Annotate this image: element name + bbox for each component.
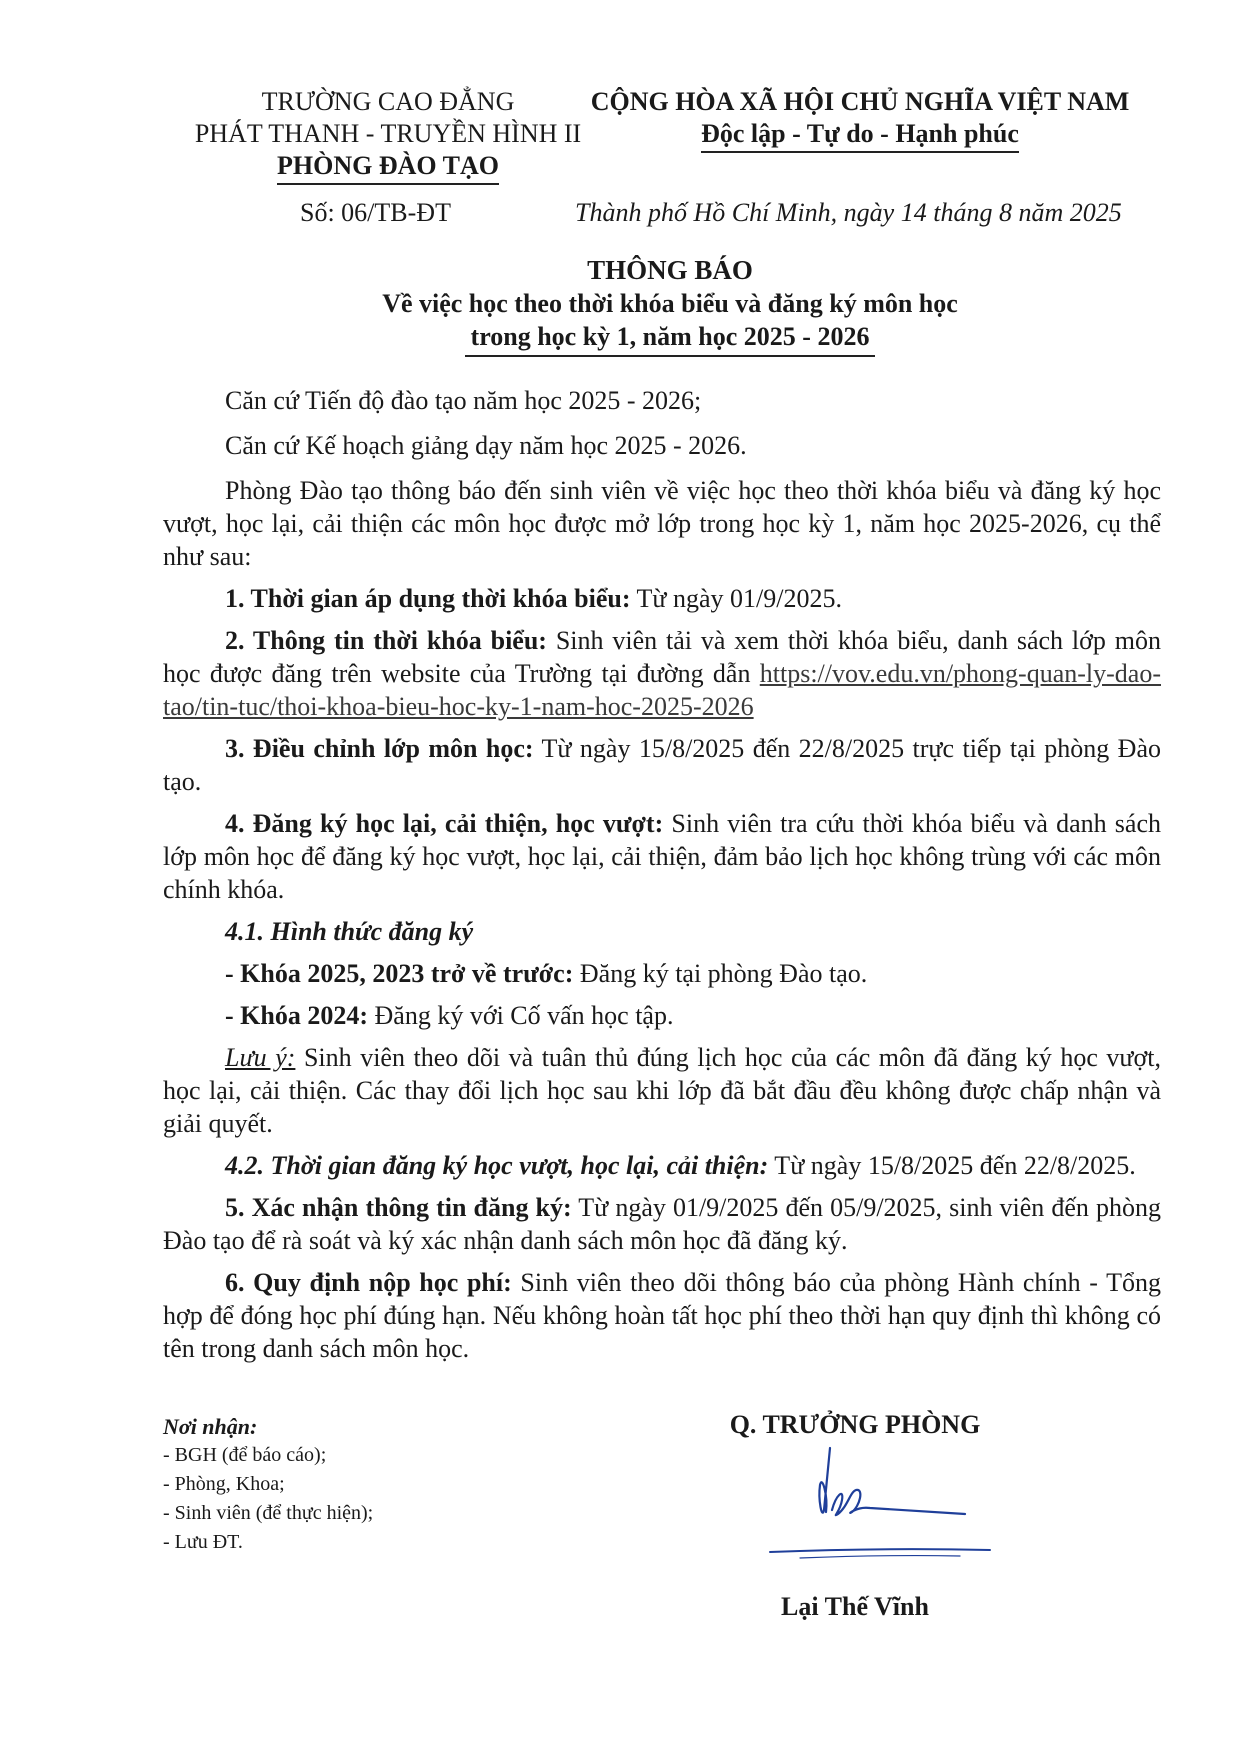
cohort-2025-rule xyxy=(163,957,1161,990)
school-name-line1: TRƯỜNG CAO ĐẲNG xyxy=(261,87,515,116)
legal-basis-2: Căn cứ Kế hoạch giảng dạy năm học 2025 - 2026. xyxy=(225,431,747,460)
cohort-2025-label: - Khóa 2025, 2023 trở về trước: xyxy=(225,959,574,988)
title-subject-line1: Về việc học theo thời khóa biểu và đăng ký môn học xyxy=(382,289,958,318)
item-1-label: 1. Thời gian áp dụng thời khóa biểu: xyxy=(225,584,631,613)
item-4-label: 4. Đăng ký học lại, cải thiện, học vượt: xyxy=(225,809,664,838)
item-5 xyxy=(163,1191,1161,1257)
item-5-text: Từ ngày 01/9/2025 đến 05/9/2025, sinh viên đến phòng Đào tạo để rà soát và ký xác nhận danh sách môn học đã đăng ký. xyxy=(163,1193,1162,1255)
item-2 xyxy=(163,624,1161,723)
item-4-2-text: Từ ngày 15/8/2025 đến 22/8/2025. xyxy=(768,1151,1136,1180)
cohort-2024-text: Đăng ký với Cố vấn học tập. xyxy=(368,1001,674,1030)
item-4 xyxy=(163,807,1161,906)
legal-basis-1: Căn cứ Tiến độ đào tạo năm học 2025 - 2026; xyxy=(225,386,702,415)
handwritten-signature xyxy=(760,1440,1020,1590)
note-text: Sinh viên theo dõi và tuân thủ đúng lịch học của các môn đã đăng ký học vượt, học lại, cải thiện. Các thay đổi lịch học sau khi lớp đã bắt đầu đều không được chấp nhận và giải quyết. xyxy=(163,1043,1161,1138)
item-6-label: 6. Quy định nộp học phí: xyxy=(225,1268,512,1297)
item-4-1-heading: 4.1. Hình thức đăng ký xyxy=(225,917,474,946)
recipient-item: - Lưu ĐT. xyxy=(163,1531,243,1553)
cohort-2024-rule xyxy=(163,999,1161,1032)
item-4-text: Sinh viên tra cứu thời khóa biểu và danh sách lớp môn học để đăng ký học vượt, học lại, cải thiện, đảm bảo lịch học không trùng với các môn chính khóa. xyxy=(163,809,1161,904)
recipient-item: - BGH (để báo cáo); xyxy=(163,1444,327,1466)
nation-name: CỘNG HÒA XÃ HỘI CHỦ NGHĨA VIỆT NAM xyxy=(590,87,1130,116)
recipients-block xyxy=(163,1412,373,1557)
item-3-label: 3. Điều chỉnh lớp môn học: xyxy=(225,734,534,763)
recipient-item: - Phòng, Khoa; xyxy=(163,1473,285,1495)
school-name-line2: PHÁT THANH - TRUYỀN HÌNH II xyxy=(194,119,582,148)
recipient-item: - Sinh viên (để thực hiện); xyxy=(163,1502,374,1524)
title-heading: THÔNG BÁO xyxy=(587,255,753,285)
item-4-2-label: 4.2. Thời gian đăng ký học vượt, học lại, cải thiện: xyxy=(225,1151,769,1180)
item-5-label: 5. Xác nhận thông tin đăng ký: xyxy=(225,1193,572,1222)
item-1 xyxy=(163,582,1161,615)
national-motto: Độc lập - Tự do - Hạnh phúc xyxy=(701,118,1019,153)
title-subject-line2: trong học kỳ 1, năm học 2025 - 2026 xyxy=(465,320,876,357)
item-3 xyxy=(163,732,1161,798)
item-6-text: Sinh viên theo dõi thông báo của phòng Hành chính - Tổng hợp để đóng học phí đúng hạn. Nếu không hoàn tất học phí theo thời hạn quy định thì không có tên trong danh sách môn học. xyxy=(163,1268,1161,1363)
item-1-text: Từ ngày 01/9/2025. xyxy=(630,584,842,613)
note-paragraph xyxy=(163,1041,1161,1140)
item-2-label: 2. Thông tin thời khóa biểu: xyxy=(225,626,547,655)
place-and-date: Thành phố Hồ Chí Minh, ngày 14 tháng 8 năm 2025 xyxy=(575,198,1122,227)
signer-name: Lại Thế Vĩnh xyxy=(781,1592,929,1621)
document-title xyxy=(170,254,1170,357)
recipients-heading: Nơi nhận: xyxy=(163,1414,258,1439)
item-4-2 xyxy=(163,1149,1161,1182)
cohort-2024-label: - Khóa 2024: xyxy=(225,1001,368,1030)
signer-title: Q. TRƯỞNG PHÒNG xyxy=(729,1410,981,1439)
department-name: PHÒNG ĐÀO TẠO xyxy=(277,150,499,185)
cohort-2025-text: Đăng ký tại phòng Đào tạo. xyxy=(573,959,868,988)
timetable-link[interactable]: https://vov.edu.vn/phong-quan-ly-dao-tao/tin-tuc/thoi-khoa-bieu-hoc-ky-1-nam-hoc-2025-2026 xyxy=(163,659,1161,721)
item-6 xyxy=(163,1266,1161,1365)
issuer-header xyxy=(168,86,608,185)
note-label: Lưu ý: xyxy=(225,1043,296,1072)
signature-ink xyxy=(770,1448,990,1558)
intro-paragraph: Phòng Đào tạo thông báo đến sinh viên về việc học theo thời khóa biểu và đăng ký học vượt, học lại, cải thiện các môn học được mở lớp trong học kỳ 1, năm học 2025-2026, cụ thể như sau: xyxy=(163,476,1161,571)
document-number: Số: 06/TB-ĐT xyxy=(300,198,451,227)
item-3-text: Từ ngày 15/8/2025 đến 22/8/2025 trực tiếp tại phòng Đào tạo. xyxy=(163,734,1161,796)
notice-body xyxy=(163,384,1161,1374)
item-2-text: Sinh viên tải và xem thời khóa biểu, danh sách lớp môn học được đăng trên website của Trường tại đường dẫn xyxy=(163,626,1161,688)
national-header xyxy=(560,86,1160,153)
